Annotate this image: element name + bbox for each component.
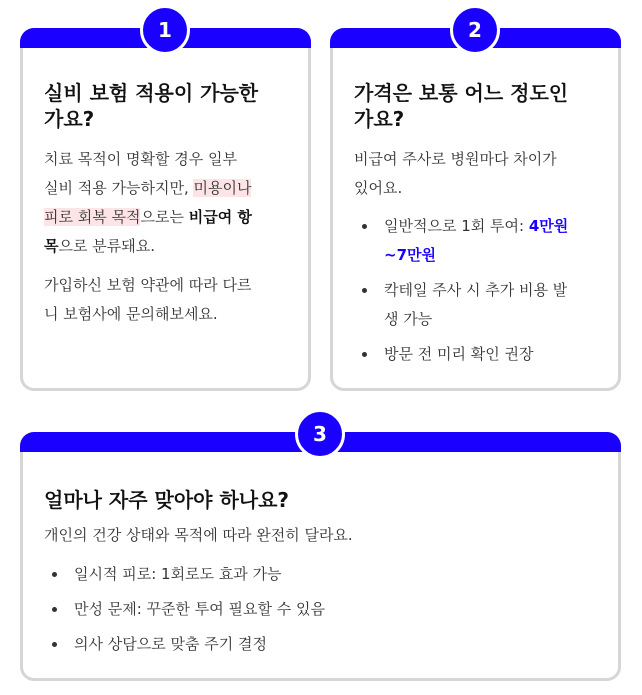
card-title: 가격은 보통 어느 정도인 가요? [354, 81, 569, 131]
bullet-icon [362, 224, 367, 229]
bullet-list [44, 560, 604, 659]
highlight-text: 피로 회복 목적 [44, 208, 141, 226]
card-paragraph: 개인의 건강 상태와 목적에 따라 완전히 달라요. [44, 526, 353, 544]
card-paragraph: 비급여 주사로 병원마다 차이가 있어요. [354, 150, 557, 197]
list-item: 일시적 피로: 1회로도 효과 가능 [44, 560, 604, 589]
highlight-text: 미용이나 [193, 179, 252, 197]
card-title: 얼마나 자주 맞아야 하나요? [44, 488, 290, 512]
bullet-icon [52, 572, 57, 577]
bullet-icon [52, 642, 57, 647]
step-badge: 3 [295, 409, 345, 459]
bullet-icon [362, 352, 367, 357]
list-item: 만성 문제: 꾸준한 투여 필요할 수 있음 [44, 595, 604, 624]
step-badge: 2 [450, 5, 500, 55]
card-title: 실비 보험 적용이 가능한 가요? [44, 81, 259, 131]
bullet-icon [52, 607, 57, 612]
faq-card-price [330, 18, 621, 391]
bullet-list [354, 212, 616, 369]
list-item: 칵테일 주사 시 추가 비용 발 생 가능 [354, 276, 616, 334]
faq-card-frequency [20, 422, 621, 681]
faq-card-insurance [20, 18, 311, 391]
card-paragraph: 치료 목적이 명확할 경우 일부 실비 적용 가능하지만, 미용이나 피로 회복 목적으로는 비급여 항 목으로 분류돼요. [44, 150, 252, 255]
list-item: 의사 상담으로 맞춤 주기 결정 [44, 630, 604, 659]
list-item: 일반적으로 1회 투여: 4만원 ~7만원 [354, 212, 616, 270]
price-text: 4만원 [528, 217, 569, 235]
price-text: ~7만원 [384, 246, 436, 264]
step-badge: 1 [140, 5, 190, 55]
bold-text: 비급여 항 [188, 208, 252, 226]
list-item: 방문 전 미리 확인 권장 [354, 340, 616, 369]
card-paragraph: 가입하신 보험 약관에 따라 다르 니 보험사에 문의해보세요. [44, 276, 252, 323]
bold-text: 목 [44, 237, 59, 255]
bullet-icon [362, 288, 367, 293]
